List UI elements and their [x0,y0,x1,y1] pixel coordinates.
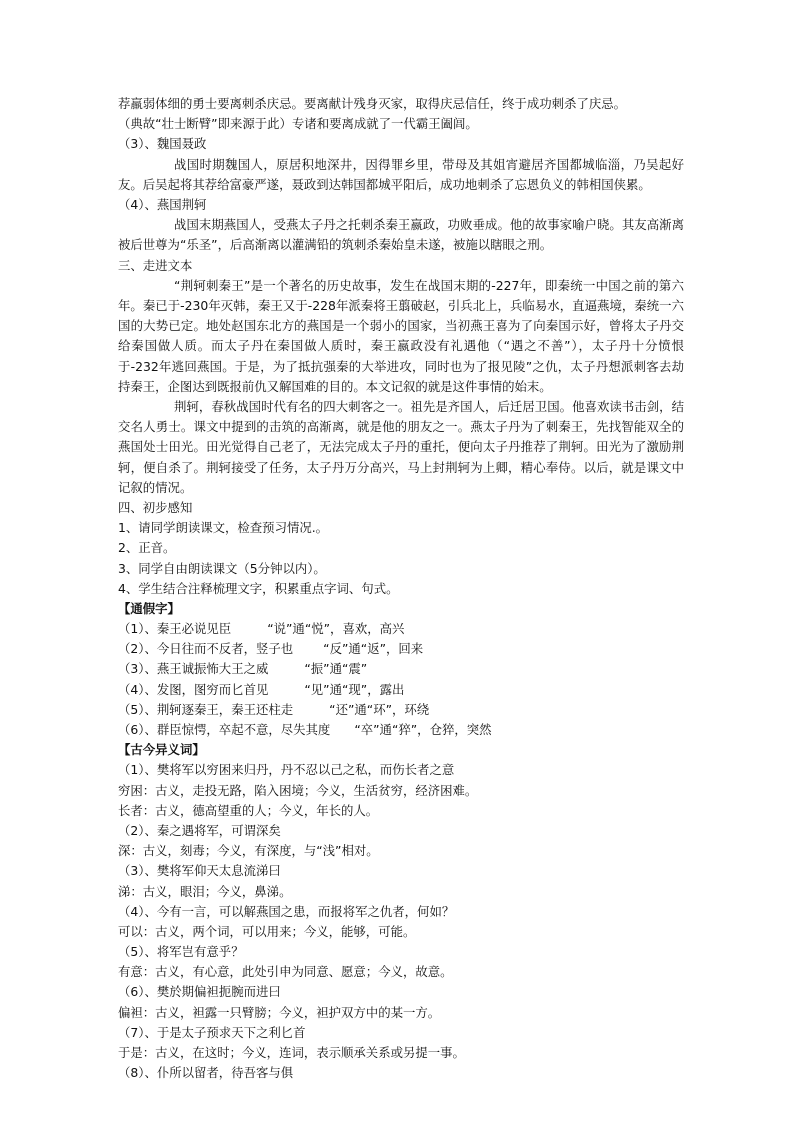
gujin-line: 穷困：古义，走投无路，陷入困境；今义，生活贫穷，经济困难。 [118,782,478,798]
gujin-line: （2）、秦之遇将军，可谓深矣 [118,822,281,838]
section-heading-wei: （3）、魏国聂政 [118,136,207,152]
text-line: （典故“壮士断臂”即来源于此）专诸和要离成就了一代霸王阖闾。 [118,116,478,132]
tongjia-item [118,619,684,639]
text-line: 荐羸弱体细的勇士要离刺杀庆忌。要离献计残身灭家，取得庆忌信任，终于成功刺杀了庆忌。 [118,96,627,111]
paragraph-text: 荆轲，春秋战国时代有名的四大刺客之一。祖先是齐国人，后迁居卫国。他喜欢读书击剑，结交名人勇士。课文中提到的击筑的高渐离，就是他的朋友之一。燕太子丹为了刺秦王，先找智能双全的燕国处士田光。田光觉得自己老了，无法完成太子丹的重托，便向太子丹推荐了荆轲。田光为了激励荆轲，便自杀了。荆轲接受了任务，太子丹万分高兴，马上封荆轲为上卿，精心奉侍。以后，就是课文中记叙的情况。 [118,398,684,495]
gujin-line: 有意：古义，有心意，此处引申为同意、愿意；今义，故意。 [118,964,453,980]
gujin-title: 【古今异义词】 [118,742,205,758]
tongjia-note: “见”通“现”，露出 [304,681,405,697]
paragraph-nie-zheng [118,155,684,195]
gujin-line: 可以：古义，两个词，可以用来；今义，能够，可能。 [118,923,416,939]
paragraph-text-intro-2 [118,397,684,498]
tongjia-note: “说”通“悦”，喜欢，高兴 [267,621,405,637]
tongjia-list [118,619,684,740]
gujin-list [118,760,684,1083]
paragraph-text: 战国末期燕国人，受燕太子丹之托刺杀秦王嬴政，功败垂成。他的故事家喻户晓。其友高渐离被后世尊为“乐圣”，后高渐离以灌满铅的筑刺杀秦始皇未遂，被施以瞎眼之刑。 [118,217,684,253]
step-1: 1、请同学朗读课文，检查预习情况.。 [118,520,329,536]
gujin-line: （5）、将军岂有意乎？ [118,944,244,960]
paragraph-text: “荆轲刺秦王”是一个著名的历史故事，发生在战国末期的-227年，即秦统一中国之前的第六年。秦已于-230年灭韩，秦王又于-228年派秦将王翦破赵，引兵北上，兵临易水，直逼燕境，秦统一六国的大势已定。地处赵国东北方的燕国是一个弱小的国家，当初燕王喜为了向秦国示好，曾将太子丹交给秦国做人质。而太子丹在秦国做人质时，秦王嬴政没有礼遇他（“遇之不善”），太子丹十分愤恨于-232年逃回燕国。于是，为了抵抗强秦的大举进攻，同时也为了报见陵”之仇，太子丹想派刺客去劫持秦王，企图达到既报前仇又解国难的目的。本文记叙的就是这件事情的始末。 [118,277,684,394]
gujin-line: （4）、今有一言，可以解燕国之患，而报将军之仇者，何如？ [118,903,455,919]
gujin-line: （3）、樊将军仰天太息流涕曰 [118,863,281,879]
section-heading-yan: （4）、燕国荆轲 [118,196,207,212]
gujin-line: 于是：古义，在这时；今义，连词，表示顺承关系或另提一事。 [118,1045,465,1061]
tongjia-sentence: （4）、发图，图穷而匕首见 [118,681,269,697]
gujin-line: （6）、樊於期偏袒扼腕而进曰 [118,984,281,1000]
paragraph-text-intro-1 [118,276,684,397]
tongjia-note: “卒”通“猝”，仓猝，突然 [354,722,492,738]
tongjia-sentence: （5）、荆轲逐秦王，秦王还柱走 [118,701,294,717]
section-heading-3: 三、走进文本 [118,257,193,273]
document-page [118,94,684,1083]
gujin-line: 涕：古义，眼泪；今义，鼻涕。 [118,883,292,899]
gujin-line: 深：古义，刻毒；今义，有深度，与“浅”相对。 [118,843,379,859]
gujin-line: 偏袒：古义，袒露一只臂膀；今义，袒护双方中的某一方。 [118,1004,441,1020]
step-4: 4、学生结合注释梳理文字，积累重点字词、句式。 [118,580,399,596]
step-2: 2、正音。 [118,540,176,556]
gujin-line: （7）、于是太子预求天下之利匕首 [118,1024,306,1040]
paragraph-text: 战国时期魏国人，原居积地深井，因得罪乡里，带母及其姐宵避居齐国都城临淄，乃吴起好友。后吴起将其荐给富豪严遂，聂政到达韩国都城平阳后，成功地刺杀了忘恩负义的韩相国侠累。 [118,156,684,192]
tongjia-sentence: （1）、秦王必说见臣 [118,621,232,637]
tongjia-item [118,659,684,679]
tongjia-note: “反”通“返”，回来 [323,641,424,657]
step-3: 3、同学自由朗读课文（5分钟以内）。 [118,560,326,576]
tongjia-sentence: （3）、燕王诚振怖大王之威 [118,661,269,677]
tongjia-item [118,720,684,740]
tongjia-item [118,700,684,720]
section-heading-4: 四、初步感知 [118,499,193,515]
gujin-line: （1）、樊将军以穷困来归丹，丹不忍以己之私，而伤长者之意 [118,762,455,778]
tongjia-item [118,639,684,659]
paragraph-jing-ke [118,215,684,255]
gujin-line: （8）、仆所以留者，待吾客与俱 [118,1065,294,1081]
tongjia-title: 【通假字】 [118,600,180,616]
tongjia-item [118,680,684,700]
tongjia-note: “还”通“环”，环绕 [329,701,430,717]
tongjia-sentence: （6）、群臣惊愕，卒起不意，尽失其度 [118,722,331,738]
gujin-line: 长者：古义，德高望重的人；今义，年长的人。 [118,802,379,818]
tongjia-note: “振”通“震” [304,661,368,677]
tongjia-sentence: （2）、今日往而不反者，竖子也 [118,641,294,657]
